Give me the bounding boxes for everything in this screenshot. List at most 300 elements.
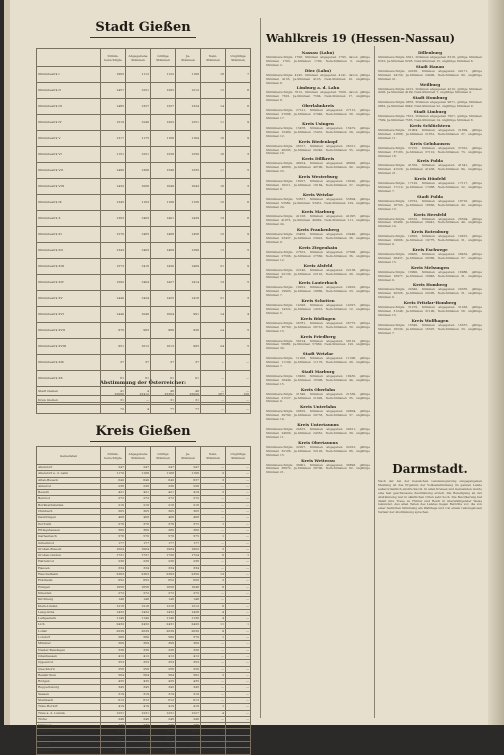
result-entry (378, 95, 482, 109)
row-value: 579 (176, 635, 201, 641)
entry-text: Stimmberechtigte 38901, Stimmen abgegeben 38893, gültige Stimmen 38872, Ja-Stimmen 38790, Nein-Stimmen 82, ungültige Stimmen 21. (266, 462, 370, 475)
table-row (37, 355, 251, 371)
row-value: 336 (126, 647, 151, 653)
entry-heading: Kreis Friedberg (300, 333, 336, 339)
result-entry (378, 176, 482, 194)
column-header: Gemeinden (37, 447, 101, 465)
row-value: 1485 (101, 99, 126, 115)
row-label: Wißmar (37, 742, 101, 748)
entry-text: Stimmberechtigte 31270, Stimmen abgegeben 31263, gültige Stimmen 31248, Ja-Stimmen 31190, Nein-Stimmen 58, ungültige Stimmen 15. (378, 305, 482, 317)
row-value: 272 (151, 590, 176, 596)
row-value: 1008 (126, 179, 151, 195)
column-header: Ungültige Stimmen (226, 447, 251, 465)
row-value: — (226, 735, 251, 741)
result-entry (266, 404, 370, 422)
row-value: 1151 (101, 147, 126, 163)
row-value: 1416 (126, 259, 151, 275)
row-value: 3 (226, 291, 251, 307)
row-value: 1418 (176, 291, 201, 307)
row-value: 369 (151, 641, 176, 647)
row-value: 319 (101, 691, 126, 697)
row-value: 1002 (176, 546, 201, 552)
entry-heading: Stadt Hanau (415, 63, 445, 69)
row-label: Göbelnrod (37, 540, 101, 546)
entry-text: Stimmberechtigte 24180, Stimmen abgegeben 24171, gültige Stimmen 24150, Ja-Stimmen 24090, Nein-Stimmen 60, ungültige Stimmen 21. (378, 68, 482, 81)
row-label: Stimmbezirk VIII (37, 179, 101, 195)
entry-text: Stimmberechtigte 21540, Stimmen abgegeben 21536, gültige Stimmen 21527, Ja-Stimmen 21492, Nein-Stimmen 35, ungültige Stimmen 9. (266, 391, 370, 404)
row-value: 8 (226, 211, 251, 227)
table-row (37, 115, 251, 131)
row-label: Stimmbezirk III (37, 99, 101, 115)
table-row (37, 147, 251, 163)
row-value: 1251 (126, 147, 151, 163)
column-header: Ja- Stimmen (176, 447, 201, 465)
row-value: 2 (201, 578, 226, 584)
row-value: 4 (201, 616, 226, 622)
row-value: 25412 (126, 387, 151, 403)
row-value: 728 (126, 742, 151, 748)
row-value: 2432 (101, 622, 126, 628)
column-header: Abgegebene Stimmen (126, 447, 151, 465)
row-value: 1231 (101, 710, 126, 716)
row-value: — (226, 584, 251, 590)
row-value: 1432 (101, 609, 126, 615)
row-value: 18 (201, 67, 226, 83)
row-value: 408 (126, 515, 151, 521)
result-entry (266, 209, 370, 227)
row-value: 256 (151, 666, 176, 672)
row-value: — (201, 515, 226, 521)
row-value: — (201, 540, 226, 546)
row-value: 1 (201, 521, 226, 527)
left-column (36, 0, 250, 753)
row-value: 148 (126, 597, 151, 603)
row-value: 1432 (126, 609, 151, 615)
row-label: Wieseck (37, 735, 101, 741)
entry-text: Stimmberechtigte 19820, Stimmen abgegeben 19815, gültige Stimmen 19806, Ja-Stimmen 19775, Nein-Stimmen 31, ungültige Stimmen 9. (378, 234, 482, 247)
row-value: 49740 (176, 748, 201, 754)
row-value: 1490 (101, 163, 126, 179)
row-value: 8 (226, 99, 251, 115)
row-value: 640 (151, 477, 176, 483)
entry-heading: Stadt Homburg (412, 95, 448, 101)
row-value: 4 (226, 307, 251, 323)
row-value: 1012 (126, 339, 151, 355)
row-value: 1270 (101, 227, 126, 243)
row-value: 13 (201, 243, 226, 259)
row-value: 1324 (176, 99, 201, 115)
row-value: 1218 (151, 603, 176, 609)
row-value: 421 (151, 490, 176, 496)
newspaper-page (10, 0, 504, 753)
column-header: Abgegebene Stimmen (126, 49, 151, 67)
result-entry (266, 245, 370, 263)
row-value: 2726 (126, 735, 151, 741)
row-value: — (126, 396, 151, 405)
entry-text: Stimmberechtigte 27121, Stimmen abgegeben 27115, gültige Stimmen 27098, Ja-Stimmen 27040, Nein-Stimmen 58, ungültige Stimmen 17. (266, 108, 370, 120)
row-value: 11 (201, 622, 226, 628)
table-row (37, 259, 251, 275)
row-value: 177 (126, 540, 151, 546)
row-value: 1308 (126, 163, 151, 179)
row-value: — (226, 483, 251, 489)
entry-heading: Kreis Wolfhagen (411, 317, 449, 323)
table-row (37, 131, 251, 147)
row-value: 256 (176, 666, 201, 672)
row-value: 37 (176, 355, 201, 371)
result-entry (378, 265, 482, 283)
row-value: — (226, 546, 251, 552)
row-value: 2 (201, 471, 226, 477)
row-value: 49891 (101, 748, 126, 754)
row-value: 126 (201, 748, 226, 754)
row-value: 1170 (101, 471, 126, 477)
row-label: Kreis Gießen (37, 396, 101, 405)
row-value: 31 (176, 396, 201, 405)
row-value: — (201, 647, 226, 653)
entry-text: Stimmberechtigte 7612, Stimmen abgegeben 7607, gültige Stimmen 7599, Ja-Stimmen 7585, Nein-Stimmen 14, ungültige Stimmen 8. (378, 114, 482, 123)
result-entry (378, 82, 482, 96)
row-label: Watzenborn-Steinberg (37, 729, 101, 735)
entry-text: Stimmberechtigte 4145, Stimmen abgegeben 4141, davon gültige Stimmen 4135, Ja-Stimmen 4125, Nein-Stimmen 10, ungültige Stimmen 6. (266, 72, 370, 85)
row-value: 336 (101, 647, 126, 653)
row-value: 4 (201, 609, 226, 615)
row-label: Stimmbezirk XII (37, 243, 101, 259)
row-value: — (201, 685, 226, 691)
result-entry (378, 50, 482, 64)
entry-heading: Kreis Frankenberg (296, 227, 340, 233)
row-label: Lich (37, 622, 101, 628)
row-label: Alten-Buseck (37, 477, 101, 483)
entry-heading: Kreis Büdingen (300, 315, 336, 321)
row-value: — (226, 609, 251, 615)
oesterreicher-heading: Abstimmung der Österreicher: (100, 380, 186, 386)
row-value: 1166 (176, 471, 201, 477)
row-value: — (201, 387, 226, 396)
row-value: 1348 (151, 163, 176, 179)
table-row (37, 323, 251, 339)
row-value: — (201, 483, 226, 489)
row-value: 369 (126, 641, 151, 647)
row-value: 1519 (101, 115, 126, 131)
entry-text: Stimmberechtigte 27612, Stimmen abgegeben 27608, gültige Stimmen 27596, Ja-Stimmen 27560, Nein-Stimmen 36, ungültige Stimmen 12. (266, 249, 370, 262)
row-value: 1136 (176, 616, 201, 622)
row-value: 1424 (126, 291, 151, 307)
row-value: 1004 (126, 546, 151, 552)
result-entry (266, 227, 370, 245)
row-value: 236 (151, 559, 176, 565)
row-value: 970 (101, 323, 126, 339)
result-entry (266, 440, 370, 458)
row-value: — (226, 396, 251, 405)
row-value: 580 (101, 635, 126, 641)
row-value: 1592 (101, 275, 126, 291)
row-value: 24 (201, 323, 226, 339)
row-label: Leihgestern (37, 616, 101, 622)
result-entry (378, 247, 482, 265)
row-value: 72 (101, 405, 126, 414)
row-value: 1250 (176, 147, 201, 163)
row-value: 476 (176, 723, 201, 729)
row-value: 177 (151, 540, 176, 546)
row-value: 236 (101, 559, 126, 565)
result-entry (378, 141, 482, 159)
row-value: — (201, 355, 226, 371)
row-value: 1108 (176, 67, 201, 83)
row-value: 13 (201, 211, 226, 227)
row-value: 412 (101, 653, 126, 659)
row-value: 1004 (151, 307, 176, 323)
row-value: 61 (101, 371, 126, 387)
row-value: 2039 (101, 628, 126, 634)
entry-heading: Dillenburg (417, 50, 443, 55)
result-entry (266, 156, 370, 174)
table-row (37, 83, 251, 99)
row-value: 345 (151, 685, 176, 691)
entry-text: Stimmberechtigte 26317, Stimmen abgegeben 26311, gültige Stimmen 26295, Ja-Stimmen 26240, Nein-Stimmen 55, ungültige Stimmen 16. (266, 143, 370, 156)
kreis-giessen-title: Kreis Gießen (95, 424, 191, 439)
table-row (37, 179, 251, 195)
row-value: — (226, 496, 251, 502)
row-value: 1440 (101, 307, 126, 323)
entry-heading: Kreis Wetterau (301, 457, 335, 463)
row-label: Hungen (37, 584, 101, 590)
row-value: 1 (201, 704, 226, 710)
row-value: 1401 (151, 211, 176, 227)
row-value: 1656 (126, 584, 151, 590)
row-value: 2432 (126, 622, 151, 628)
entry-text: Stimmberechtigte 28460, Stimmen abgegeben 28452, gültige Stimmen 28437, Ja-Stimmen 28380, Nein-Stimmen 57, ungültige Stimmen 15. (378, 252, 482, 264)
row-value: 1164 (176, 131, 201, 147)
row-value: 612 (126, 697, 151, 703)
entry-text: Stimmberechtigte 18990, Stimmen abgegeben 18986, gültige Stimmen 18977, Ja-Stimmen 18946, Nein-Stimmen 31, ungültige Stimmen 9. (378, 269, 482, 282)
row-value: — (226, 521, 251, 527)
row-value: — (226, 697, 251, 703)
column-header (37, 49, 101, 67)
row-value: 412 (151, 653, 176, 659)
row-value: — (226, 477, 251, 483)
row-value: 408 (151, 515, 176, 521)
row-value: 1409 (176, 259, 201, 275)
row-value: 419 (151, 704, 176, 710)
row-label (37, 405, 101, 414)
row-value: — (226, 704, 251, 710)
table-header-row (37, 49, 251, 67)
entry-heading: Limburg a. d. Lahn (296, 85, 340, 91)
row-value: 10 (201, 131, 226, 147)
row-value: 1730 (151, 553, 176, 559)
result-entry (266, 280, 370, 298)
row-value: — (226, 716, 251, 722)
result-entry (266, 458, 370, 476)
row-value: 1140 (126, 616, 151, 622)
row-value: 408 (101, 515, 126, 521)
row-value: — (226, 616, 251, 622)
row-value: 319 (176, 691, 201, 697)
entry-text: Stimmberechtigte 7612, Stimmen abgegeben 7609, davon gültige Stimmen 7601, Ja-Stimmen 7584, Nein-Stimmen 17, ungültige Stimmen 8. (266, 90, 370, 103)
row-value: 1874 (101, 729, 126, 735)
row-value: 1175 (126, 131, 151, 147)
table-row (37, 748, 251, 754)
row-value: 421 (126, 490, 151, 496)
row-value: 1 (226, 622, 251, 628)
row-value: 988 (151, 323, 176, 339)
entry-heading: Kreis Rotenburg (411, 229, 449, 235)
entry-text: Stimmberechtigte 23450, Stimmen abgegeben 23446, gültige Stimmen 23437, Ja-Stimmen 23401, Nein-Stimmen 36, ungültige Stimmen 9. (266, 232, 370, 244)
entry-text: Stimmberechtigte 58124, Stimmen abgegeben 58110, gültige Stimmen 58080, Ja-Stimmen 57960, Nein-Stimmen 120, ungültige Stimmen 30. (266, 338, 370, 351)
result-entry (378, 282, 482, 300)
row-value: — (226, 672, 251, 678)
row-value: 49866 (151, 748, 176, 754)
row-value: 13 (201, 275, 226, 291)
row-value: 1046 (126, 307, 151, 323)
row-value: — (201, 679, 226, 685)
entry-text: Stimmberechtigte 16540, Stimmen abgegeben 16537, gültige Stimmen 16530, Ja-Stimmen 16507, Nein-Stimmen 23, ungültige Stimmen 7. (378, 322, 482, 335)
row-value: 951 (101, 339, 126, 355)
row-label: Stimmbezirk XIX (37, 355, 101, 371)
row-label: Lollar (37, 628, 101, 634)
row-value: 435 (151, 679, 176, 685)
row-value: — (201, 405, 226, 414)
row-label: Odenhausen (37, 653, 101, 659)
row-value: 272 (126, 590, 151, 596)
table-header-row (37, 447, 251, 465)
row-value: 408 (176, 515, 201, 521)
row-value: 4 (126, 405, 151, 414)
row-value: 236 (126, 483, 151, 489)
column-header: Nein- Stimmen (201, 49, 226, 67)
row-value: — (201, 590, 226, 596)
table-row (37, 275, 251, 291)
kreis-giessen-table (36, 446, 251, 755)
entry-text: Stimmberechtigte 15478, Stimmen abgegeben 15472, gültige Stimmen 15460, Ja-Stimmen 15431, Nein-Stimmen 29, ungültige Stimmen 12. (266, 125, 370, 138)
row-value: 1156 (176, 195, 201, 211)
row-value: — (226, 387, 251, 396)
row-value: 25362 (151, 387, 176, 403)
row-value: 9 (226, 227, 251, 243)
row-value: 419 (176, 490, 201, 496)
row-value: 640 (126, 477, 151, 483)
row-label: Kirchberg (37, 597, 101, 603)
row-label: Münster (37, 641, 101, 647)
row-value: 31 (151, 396, 176, 405)
row-value: 353 (176, 660, 201, 666)
row-value: — (226, 578, 251, 584)
row-value: 3 (201, 477, 226, 483)
row-value: 1731 (101, 553, 126, 559)
row-value: 1212 (176, 603, 201, 609)
row-label: Stimmbezirk I (37, 67, 101, 83)
row-value: — (226, 371, 251, 387)
row-value: — (226, 685, 251, 691)
row-value: 728 (101, 742, 126, 748)
entry-text: Stimmberechtigte 9876, Stimmen abgegeben 9871, gültige Stimmen 9862, Ja-Stimmen 9840, Nein-Stimmen 22, ungültige Stimmen 9. (378, 100, 482, 109)
row-value: 1874 (151, 729, 176, 735)
row-value: 6 (201, 553, 226, 559)
row-value: — (226, 603, 251, 609)
row-label: Trohe (37, 716, 101, 722)
row-value: — (226, 509, 251, 515)
row-value: 272 (151, 496, 176, 502)
row-value: 958 (176, 323, 201, 339)
row-value: 1251 (126, 83, 151, 99)
row-value: 247 (126, 465, 151, 471)
row-value: 376 (151, 521, 176, 527)
row-value: 8 (226, 83, 251, 99)
row-value: 272 (176, 590, 201, 596)
row-value: 1043 (176, 179, 201, 195)
entry-heading: Kreis Homberg (412, 282, 448, 288)
row-value: 1202 (151, 115, 176, 131)
entry-heading: Kreis Wetzlar (302, 191, 334, 197)
row-value: 25000 (176, 387, 201, 403)
entry-text: Stimmberechtigte 18227, Stimmen abgegeben 18220, gültige Stimmen 18211, Ja-Stimmen 18184, Nein-Stimmen 27, ungültige Stimmen 9. (266, 179, 370, 191)
row-value: 562 (176, 672, 201, 678)
table-row (37, 243, 251, 259)
row-value: 612 (151, 697, 176, 703)
row-value: — (226, 540, 251, 546)
row-label: Annerod (37, 483, 101, 489)
row-value: 376 (101, 521, 126, 527)
row-label: Stimmbezirk II (37, 83, 101, 99)
row-value: 985 (176, 339, 201, 355)
row-value: — (226, 527, 251, 533)
row-value: 1457 (101, 83, 126, 99)
row-value: — (226, 691, 251, 697)
entry-heading: Kreis Gelnhausen (410, 140, 450, 146)
table-row (37, 227, 251, 243)
entry-heading: Kreis Biedenkopf (298, 138, 338, 144)
row-label: Reiskirchen (37, 672, 101, 678)
row-value: 1168 (126, 471, 151, 477)
entry-text: Stimmberechtigte 1798, Stimmen abgegeben 1795, davon gültige Stimmen 1793, Ja-Stimmen 1790, Nein-Stimmen 3, ungültige Stimmen 2. (266, 55, 370, 67)
row-value: 4 (201, 710, 226, 716)
row-value: 236 (176, 483, 201, 489)
row-value: 61 (151, 371, 176, 387)
row-value: — (201, 660, 226, 666)
table-row (37, 99, 251, 115)
row-value: 247 (176, 465, 201, 471)
row-label: Beuern (37, 490, 101, 496)
oesterreicher-table (36, 386, 251, 414)
entry-heading: Kreis Melsungen (410, 264, 450, 270)
table-row (37, 195, 251, 211)
row-label: Nieder-Bessingen (37, 647, 101, 653)
column-divider-1 (260, 18, 261, 718)
entry-text: Stimmberechtigte 53617, Stimmen abgegeben 53604, gültige Stimmen 53580, Ja-Stimmen 53451, Nein-Stimmen 129, ungültige Stimmen 24. (266, 196, 370, 209)
row-value: 5 (226, 339, 251, 355)
table-row (37, 396, 251, 405)
row-label: Stimmbezirk XI (37, 227, 101, 243)
table-row (37, 163, 251, 179)
column-header: Ungültige Stimmen (226, 49, 251, 67)
row-label: Hausen (37, 565, 101, 571)
row-value: 24 (201, 339, 226, 355)
row-value: 216 (126, 502, 151, 508)
entry-heading: Stadt Marburg (301, 368, 335, 374)
row-value: 652 (126, 578, 151, 584)
entry-text: Stimmberechtigte 4212, Stimmen abgegeben 4210, gültige Stimmen 4206, Ja-Stimmen 4199, Nein-Stimmen 7, ungültige Stimmen 4. (378, 86, 482, 95)
darmstadt-text: Nach der bei der hessischen Landesregierung eingegangenen Meldung ist das Ergebnis der Volksabstimmung im ganzen Lande außerordentlich eindrucksvoll. In allen Kreisen und Gemeinden wurde eine fast geschlossene Zustimmung erzielt. Die Beteiligung an der Abstimmung war in sämtlichen Orten sehr hoch. Die Bevölkerung hat damit ihre Treue zu Führer und Reich in überwältigender Weise bekundet. Aus allen Teilen des Landes liegen Berichte vor, die von einer festlichen Stimmung am Wahltage und von einem reibungslosen Verlauf der Abstimmung sprechen. (378, 479, 482, 515)
row-value: 12 (201, 735, 226, 741)
result-entry (266, 316, 370, 334)
row-value: 380 (101, 527, 126, 533)
row-value: 8 (201, 584, 226, 590)
row-value: 376 (126, 521, 151, 527)
row-label: Ruppertsburg (37, 685, 101, 691)
row-value: 1724 (176, 553, 201, 559)
row-label: Burkhardsfelden (37, 502, 101, 508)
